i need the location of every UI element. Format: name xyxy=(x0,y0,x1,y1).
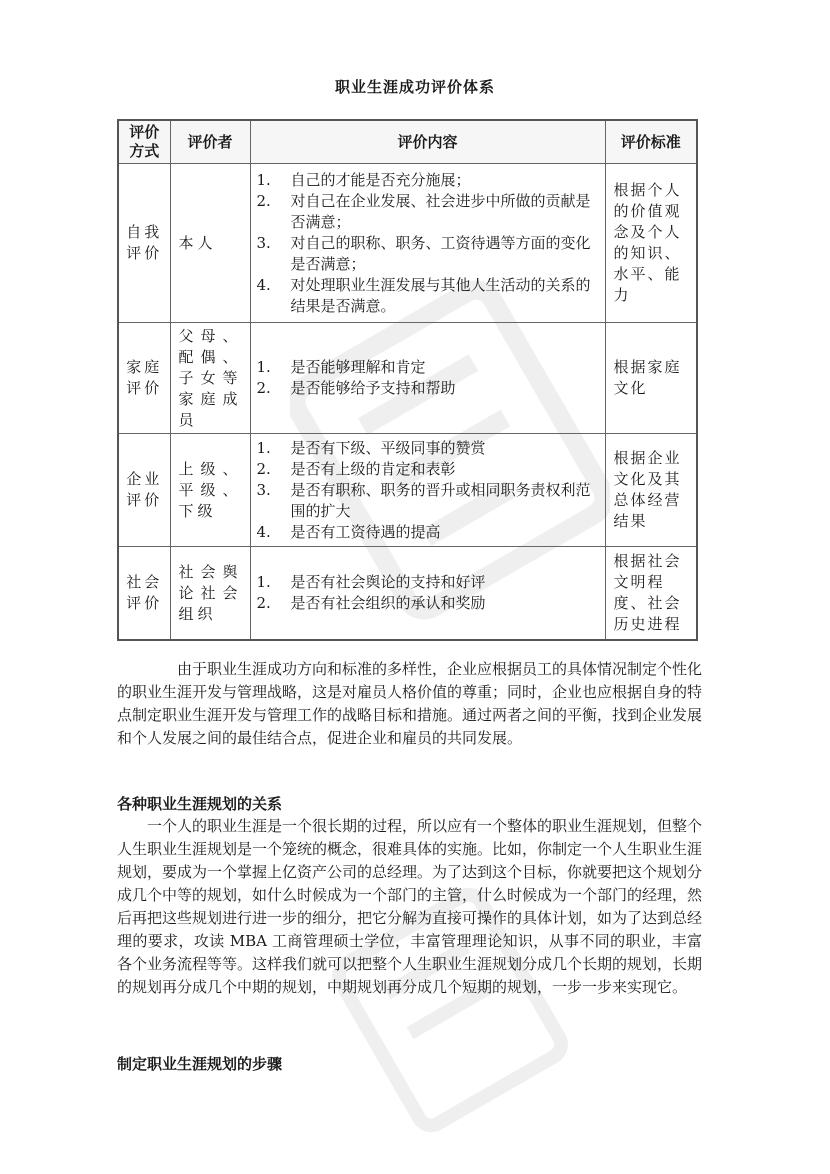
list-item: 1. 是否能够理解和肯定 xyxy=(256,358,426,376)
cell-evaluator: 父母、配偶、子女等家庭成员 xyxy=(170,323,250,434)
cell-standard: 根据企业文化及其总体经营结果 xyxy=(605,434,697,547)
list-item: 3. 是否有职称、职务的晋升或相同职务责权利范围的扩大 xyxy=(256,480,591,520)
list-item: 4. 是否有工资待遇的提高 xyxy=(256,522,441,541)
cell-content xyxy=(250,164,605,323)
document-title: 职业生涯成功评价体系 xyxy=(334,78,495,96)
table-row xyxy=(118,434,697,547)
cell-method: 企业评价 xyxy=(118,434,170,547)
cell-standard: 根据个人的价值观念及个人的知识、水平、能力 xyxy=(605,164,697,323)
list-item: 3. 对自己的职称、职务、工资待遇等方面的变化是否满意； xyxy=(256,233,591,273)
cell-evaluator: 本人 xyxy=(170,164,250,323)
list-item: 2. 是否有社会组织的承认和奖励 xyxy=(256,594,486,612)
cell-standard: 根据家庭文化 xyxy=(605,323,697,434)
header-evaluator: 评价者 xyxy=(170,120,250,164)
list-item: 1. 自己的才能是否充分施展； xyxy=(256,170,471,189)
cell-content xyxy=(250,547,605,641)
list-item: 4. 对处理职业生涯发展与其他人生活动的关系的结果是否满意。 xyxy=(256,275,591,315)
list-item: 2. 是否有上级的肯定和表彰 xyxy=(256,459,456,478)
list-item: 2. 是否能够给予支持和帮助 xyxy=(256,379,456,397)
header-content: 评价内容 xyxy=(250,120,605,164)
table-row xyxy=(118,547,697,641)
header-method: 评价方式 xyxy=(118,120,170,164)
table-header-row xyxy=(118,120,697,164)
cell-content xyxy=(250,434,605,547)
section-heading: 制定职业生涯规划的步骤 xyxy=(117,1055,283,1073)
cell-method: 家庭评价 xyxy=(118,323,170,434)
body-paragraph: 一个人的职业生涯是一个很长期的过程，所以应有一个整体的职业生涯规划，但整个人生职业生涯规划是一个笼统的概念，很难具体的实施。比如，你制定一个人生职业生涯规划，要成为一个掌握上亿资产公司的总经理。为了达到这个目标，你就要把这个规划分成几个中等的规划，如什么时候成为一个部门的主管，什么时候成为一个部门的经理，然后再把这些规划进行进一步的细分，把它分解为直接可操作的具体计划，如为了达到总经理的要求，攻读 MBA 工商管理硕士学位，丰富管理理论知识，从事不同的职业，丰富各个业务流程等等。这样我们就可以把整个人生职业生涯规划分成几个长期的规划，长期的规划再分成几个中期的规划，中期规划再分成几个短期的规划，一步一步来实现它。 xyxy=(117,817,703,996)
cell-method: 社会评价 xyxy=(118,547,170,641)
table-row xyxy=(118,323,697,434)
body-paragraph: 由于职业生涯成功方向和标准的多样性，企业应根据员工的具体情况制定个性化的职业生涯开发与管理战略，这是对雇员人格价值的尊重；同时，企业也应根据自身的特点制定职业生涯开发与管理工作的战略目标和措施。通过两者之间的平衡，找到企业发展和个人发展之间的最佳结合点，促进企业和雇员的共同发展。 xyxy=(117,660,703,747)
cell-content xyxy=(250,323,605,434)
list-item: 1. 是否有下级、平级同事的赞赏 xyxy=(256,438,486,457)
cell-evaluator: 社会舆论社会组织 xyxy=(170,547,250,641)
cell-evaluator: 上级、平级、下级 xyxy=(170,434,250,547)
cell-standard: 根据社会文明程度、社会历史进程 xyxy=(605,547,697,641)
list-item: 1. 是否有社会舆论的支持和好评 xyxy=(256,573,486,591)
table-row xyxy=(118,164,697,323)
section-heading: 各种职业生涯规划的关系 xyxy=(117,795,283,813)
header-standard: 评价标准 xyxy=(605,120,697,164)
cell-method: 自我评价 xyxy=(118,164,170,323)
list-item: 2. 对自己在企业发展、社会进步中所做的贡献是否满意； xyxy=(256,191,591,231)
evaluation-table xyxy=(117,119,698,641)
